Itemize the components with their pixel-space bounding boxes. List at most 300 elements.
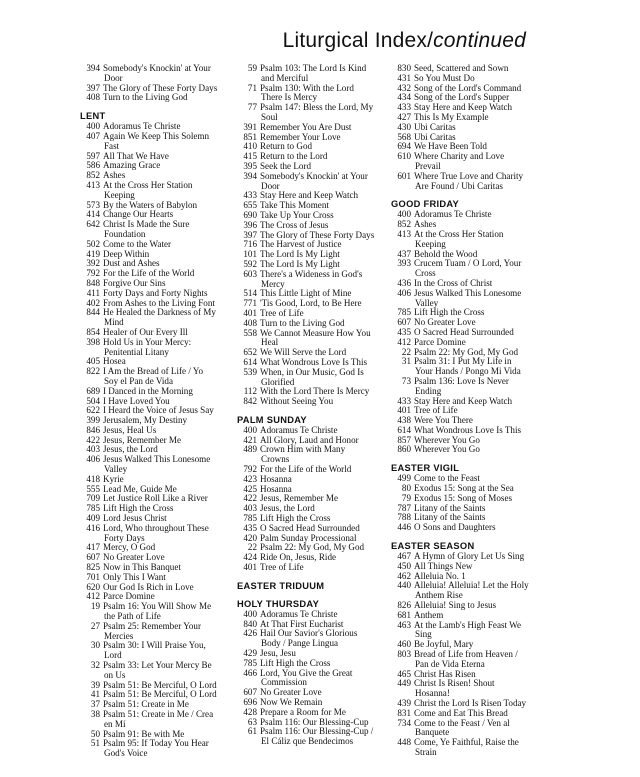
index-entry (80, 543, 242, 553)
index-entry (391, 513, 561, 523)
index-entry (80, 181, 242, 191)
entry-title: O Sacred Head Surrounded (260, 523, 360, 533)
index-entry (80, 622, 242, 632)
entry-title: Adoramus Te Christe (260, 609, 338, 619)
entry-number: 422 (243, 494, 257, 504)
entry-title: Alleluia! Sing to Jesus (414, 601, 497, 611)
entry-title-continuation: and Merciful (261, 73, 309, 83)
entry-number: 681 (397, 610, 411, 620)
entry-title: Return to the Lord (260, 152, 328, 162)
entry-number: 400 (397, 210, 411, 220)
index-entry (237, 659, 397, 669)
entry-number: 32 (90, 661, 100, 671)
entry-number: 395 (243, 161, 257, 171)
index-entry (80, 641, 242, 651)
index-entry (80, 602, 242, 612)
entry-number: 852 (397, 220, 411, 230)
entry-number: 792 (243, 465, 257, 475)
entry-title: A Hymn of Glory Let Us Sing (414, 552, 525, 562)
entry-title: Song of the Lord's Supper (414, 93, 510, 103)
entry-title: Take This Moment (260, 201, 329, 211)
index-entry (391, 670, 561, 680)
entry-title: Psalm 130: With the Lord (260, 83, 354, 93)
entry-title: Healer of Our Every Ill (103, 327, 188, 337)
entry-title: Lord, You Give the Great (260, 668, 353, 678)
section-heading: LENT (80, 111, 106, 122)
entry-number: 425 (243, 484, 257, 494)
index-entry (237, 649, 397, 659)
index-entry (237, 465, 397, 475)
entry-title: Psalm 116: Our Blessing-Cup (260, 717, 369, 727)
entry-title: He Healed the Darkness of My (103, 308, 216, 318)
index-entry (391, 709, 561, 719)
entry-title: For the Life of the World (103, 269, 195, 279)
index-entry (80, 210, 242, 220)
entry-number: 399 (86, 416, 100, 426)
index-entry (80, 730, 242, 740)
entry-title-continuation: Banquete (415, 728, 450, 738)
entry-number: 391 (243, 122, 257, 132)
entry-title: Alleluia! Alleluia! Let the Holy (414, 581, 529, 591)
entry-number: 412 (397, 337, 411, 347)
entry-number: 30 (90, 641, 100, 651)
entry-title: Wherever You Go (414, 445, 480, 455)
entry-number: 51 (90, 739, 100, 749)
entry-number: 27 (90, 621, 100, 631)
entry-title: Exodus 15: Song of Moses (414, 493, 513, 503)
entry-title: Hail Our Savior's Glorious (260, 629, 358, 639)
title-main: Liturgical Index/ (282, 29, 434, 52)
entry-title: Psalm 30: I Will Praise You, (103, 641, 206, 651)
index-entry (237, 260, 397, 270)
index-entry (391, 474, 561, 484)
entry-number: 435 (397, 327, 411, 337)
entry-title-continuation: Anthem Rise (415, 591, 463, 601)
entry-title: At the Cross Her Station (414, 229, 504, 239)
index-entry (237, 475, 397, 485)
entry-number: 408 (243, 318, 257, 328)
entry-title: Ride On, Jesus, Ride (260, 553, 337, 563)
entry-number: 101 (243, 250, 257, 260)
entry-title: Lift High the Cross (103, 504, 174, 514)
index-entry (391, 220, 561, 230)
entry-number: 435 (243, 523, 257, 533)
index-entry (391, 523, 561, 533)
entry-number: 620 (86, 582, 100, 592)
entry-title: Song of the Lord's Command (414, 83, 522, 93)
entry-title: At the Lamb's High Feast We (414, 620, 522, 630)
entry-title: The Glory of These Forty Days (103, 83, 218, 93)
entry-number: 421 (243, 435, 257, 445)
entry-title: The Harvest of Justice (260, 240, 342, 250)
index-entry (237, 270, 397, 280)
entry-title-continuation: Crowns (261, 455, 290, 465)
entry-number: 822 (86, 367, 100, 377)
index-entry (391, 397, 561, 407)
entry-number: 622 (86, 406, 100, 416)
entry-title: So You Must Do (414, 73, 475, 83)
index-entry (391, 601, 561, 611)
entry-title: Psalm 31: I Put My Life in (414, 357, 512, 367)
index-entry (391, 679, 561, 689)
entry-number: 860 (397, 445, 411, 455)
entry-title: Now in This Banquet (103, 563, 181, 573)
entry-number: 77 (247, 103, 257, 113)
entry-number: 462 (397, 571, 411, 581)
entry-title: Psalm 51: Create in Me / Crea (103, 710, 214, 719)
entry-number: 414 (86, 210, 100, 220)
entry-number: 438 (397, 416, 411, 426)
entry-title-continuation: Strain (415, 748, 437, 757)
entry-number: 607 (86, 553, 100, 563)
entry-number: 844 (86, 308, 100, 318)
entry-number: 436 (397, 278, 411, 288)
entry-number: 432 (397, 83, 411, 93)
entry-number: 406 (86, 455, 100, 465)
entry-number: 22 (401, 347, 411, 357)
entry-title: The Cross of Jesus (260, 220, 329, 230)
entry-title-continuation: Forty Days (104, 533, 145, 543)
entry-number: 394 (243, 171, 257, 181)
entry-title: From Ashes to the Living Font (103, 298, 215, 308)
index-entry (237, 103, 397, 113)
index-entry (391, 699, 561, 709)
entry-number: 428 (243, 707, 257, 717)
entry-title: Psalm 33: Let Your Mercy Be (103, 661, 212, 671)
index-entry (237, 504, 397, 514)
entry-title: Mercy, O God (103, 543, 156, 553)
entry-number: 439 (397, 699, 411, 709)
title-continued: continued (433, 29, 526, 52)
index-entry (391, 436, 561, 446)
index-entry (391, 650, 561, 660)
entry-title: Ashes (103, 171, 126, 181)
entry-number: 39 (90, 680, 100, 690)
index-entry (391, 581, 561, 591)
entry-number: 652 (243, 348, 257, 358)
entry-number: 397 (86, 83, 100, 93)
entry-number: 514 (243, 289, 257, 299)
entry-title: Jesus, Remember Me (103, 435, 182, 445)
entry-number: 401 (243, 308, 257, 318)
entry-number: 397 (243, 230, 257, 240)
entry-title: Hosanna (260, 484, 292, 494)
entry-title: The Lord Is My Light (260, 250, 340, 260)
entry-title: At That First Eucharist (260, 619, 344, 629)
index-entry (80, 563, 242, 573)
entry-title: Psalm 136: Love Is Never (414, 376, 509, 386)
index-entry (391, 328, 561, 338)
entry-number: 416 (86, 523, 100, 533)
entry-title: All Glory, Laud and Honor (260, 435, 359, 445)
entry-title-continuation: on Us (104, 670, 126, 680)
index-entry (391, 611, 561, 621)
entry-number: 440 (397, 581, 411, 591)
entry-title: Litany of the Saints (414, 513, 486, 523)
index-entry (391, 152, 561, 162)
entry-title: Now We Remain (260, 698, 323, 708)
entry-number: 398 (86, 337, 100, 347)
entry-number: 803 (397, 650, 411, 660)
entry-number: 854 (86, 327, 100, 337)
entry-title: Psalm 103: The Lord Is Kind (260, 64, 367, 73)
entry-number: 408 (86, 93, 100, 103)
index-entry (391, 93, 561, 103)
entry-number: 402 (86, 298, 100, 308)
entry-title: Without Seeing You (260, 397, 334, 407)
entry-title: Somebody's Knockin' at Your (103, 64, 211, 73)
index-entry (80, 328, 242, 338)
entry-title: Where Charity and Love (414, 152, 505, 162)
entry-title: What Wondrous Love Is This (414, 425, 522, 435)
index-entry (80, 592, 242, 602)
entry-title-continuation: God's Voice (104, 749, 148, 759)
index-entry (80, 201, 242, 211)
entry-title: 'Tis Good, Lord, to Be Here (260, 299, 362, 309)
index-entry (237, 727, 397, 737)
entry-number: 433 (397, 396, 411, 406)
entry-title: Jesus Walked This Lonesome (103, 455, 211, 465)
entry-number: 31 (401, 357, 411, 367)
entry-title-continuation: Keeping (415, 239, 446, 249)
entry-title: Alleluia No. 1 (414, 571, 466, 581)
index-entry (391, 113, 561, 123)
entry-number: 592 (243, 259, 257, 269)
entry-number: 427 (397, 112, 411, 122)
index-entry (80, 739, 242, 749)
entry-title: Exodus 15: Song at the Sea (414, 484, 514, 494)
entry-number: 394 (86, 64, 100, 73)
entry-number: 50 (90, 729, 100, 739)
index-entry (391, 338, 561, 348)
entry-number: 502 (86, 239, 100, 249)
entry-number: 434 (397, 93, 411, 103)
index-entry (237, 718, 397, 728)
index-entry (237, 84, 397, 94)
index-entry (80, 367, 242, 377)
index-entry (391, 738, 561, 748)
entry-number: 71 (247, 83, 257, 93)
index-entry (80, 406, 242, 416)
entry-number: 607 (397, 318, 411, 328)
entry-number: 37 (90, 700, 100, 710)
entry-title: By the Waters of Babylon (103, 200, 198, 210)
entry-title: Crucem Tuam / O Lord, Your (414, 259, 522, 269)
entry-title-continuation: Body / Pange Lingua (261, 639, 339, 649)
index-entry (237, 162, 397, 172)
entry-title-continuation: Hosanna! (415, 689, 450, 699)
index-entry (80, 710, 242, 720)
entry-title: Psalm 51: Be Merciful, O Lord (103, 680, 217, 690)
entry-number: 785 (243, 658, 257, 668)
section-heading: HOLY THURSDAY (237, 598, 320, 609)
entry-number: 446 (397, 523, 411, 533)
index-entry (237, 494, 397, 504)
index-entry (391, 484, 561, 494)
entry-number: 38 (90, 710, 100, 719)
entry-number: 411 (86, 288, 100, 298)
entry-title: Wherever You Go (414, 435, 480, 445)
entry-title: Lord, Who throughout These (103, 523, 209, 533)
entry-number: 420 (243, 533, 257, 543)
entry-number: 112 (243, 387, 257, 397)
entry-title: Tree of Life (414, 406, 458, 416)
index-entry (237, 329, 397, 339)
index-entry (80, 485, 242, 495)
entry-number: 846 (86, 425, 100, 435)
entry-number: 655 (243, 201, 257, 211)
entry-title: No Greater Love (414, 318, 476, 328)
entry-title: Be Joyful, Mary (414, 640, 474, 650)
entry-number: 417 (86, 543, 100, 553)
entry-title: Adoramus Te Christe (103, 122, 181, 132)
index-entry (80, 494, 242, 504)
entry-title: Let Justice Roll Like a River (103, 494, 208, 504)
index-entry (391, 250, 561, 260)
index-entry (237, 436, 397, 446)
entry-title: Take Up Your Cross (260, 210, 334, 220)
entry-title-continuation: Sing (415, 630, 432, 640)
entry-title: Tree of Life (260, 308, 304, 318)
entry-title: Come to the Feast / Ven al (414, 718, 510, 728)
index-entry (237, 426, 397, 436)
entry-title: When, in Our Music, God Is (260, 367, 364, 377)
index-entry (237, 698, 397, 708)
index-entry (237, 309, 397, 319)
index-entry (391, 84, 561, 94)
entry-title: Again We Keep This Solemn (103, 131, 210, 141)
entry-title: O Sons and Daughters (414, 523, 496, 533)
entry-title: The Glory of These Forty Days (260, 230, 375, 240)
entry-number: 415 (243, 152, 257, 162)
entry-title-continuation: Soul (261, 112, 278, 122)
index-entry (391, 640, 561, 650)
entry-title: Anthem (414, 610, 444, 620)
entry-title: Jesus Walked This Lonesome (414, 288, 522, 298)
index-entry (80, 299, 242, 309)
entry-number: 785 (397, 308, 411, 318)
index-entry (237, 553, 397, 563)
entry-title: The Lord Is My Light (260, 259, 340, 269)
entry-title-continuation: Mercy (261, 279, 285, 289)
index-entry (80, 416, 242, 426)
index-entry (391, 504, 561, 514)
index-entry (80, 152, 242, 162)
entry-title-continuation: Your Hands / Pongo Mi Vida (415, 367, 521, 377)
section-heading: EASTER VIGIL (391, 463, 460, 474)
entry-number: 785 (86, 504, 100, 514)
entry-title-continuation: Glorified (261, 377, 295, 387)
index-entry (80, 690, 242, 700)
entry-number: 573 (86, 200, 100, 210)
entry-title-continuation: the Path of Life (104, 612, 161, 622)
index-entry (80, 681, 242, 691)
entry-title: Adoramus Te Christe (260, 425, 338, 435)
entry-title: We Will Serve the Lord (260, 348, 347, 358)
entry-number: 63 (247, 717, 257, 727)
entry-title: Hold Us in Your Mercy: (103, 337, 192, 347)
index-entry (80, 269, 242, 279)
entry-number: 597 (86, 151, 100, 161)
index-entry (80, 436, 242, 446)
entry-title: Amazing Grace (103, 161, 161, 171)
entry-title-continuation: Ending (415, 386, 442, 396)
index-entry (80, 308, 242, 318)
entry-number: 831 (397, 708, 411, 718)
index-entry (237, 397, 397, 407)
entry-number: 555 (86, 484, 100, 494)
index-entry (237, 610, 397, 620)
index-entry (237, 708, 397, 718)
entry-title-continuation: Keeping (104, 190, 135, 200)
entry-title: Forgive Our Sins (103, 278, 166, 288)
entry-title-continuation: Penitential Litany (104, 347, 169, 357)
index-entry (237, 534, 397, 544)
index-entry (237, 514, 397, 524)
entry-number: 830 (397, 64, 411, 73)
entry-number: 848 (86, 278, 100, 288)
index-entry (237, 524, 397, 534)
index-entry (237, 240, 397, 250)
section-heading: GOOD FRIDAY (391, 199, 460, 210)
index-entry (391, 377, 561, 387)
entry-title-continuation: Are Found / Ubi Caritas (415, 181, 503, 191)
entry-title-continuation: Fast (104, 141, 120, 151)
entry-number: 400 (243, 425, 257, 435)
entry-number: 504 (86, 396, 100, 406)
entry-title: I Am the Bread of Life / Yo (103, 367, 204, 377)
index-entry (391, 74, 561, 84)
entry-title-continuation: Pan de Vida Eterna (415, 659, 485, 669)
index-entry (80, 357, 242, 367)
entry-number: 467 (397, 552, 411, 562)
index-entry (80, 93, 242, 103)
entry-number: 19 (90, 602, 100, 612)
entry-title: Return to God (260, 142, 313, 152)
entry-number: 401 (243, 563, 257, 573)
index-entry (80, 289, 242, 299)
entry-number: 840 (243, 619, 257, 629)
entry-title: Lord Jesus Christ (103, 514, 167, 524)
entry-title: Hosea (103, 357, 126, 367)
entry-title-continuation: Foundation (104, 229, 146, 239)
index-entry (80, 445, 242, 455)
entry-title: Psalm 51: Be Merciful, O Lord (103, 690, 217, 700)
index-entry (80, 475, 242, 485)
entry-number: 392 (86, 259, 100, 269)
index-entry (237, 620, 397, 630)
entry-number: 601 (397, 171, 411, 181)
index-entry (391, 406, 561, 416)
entry-title-continuation: Mercies (104, 631, 134, 641)
entry-number: 463 (397, 620, 411, 630)
entry-number: 449 (397, 679, 411, 689)
index-entry (237, 669, 397, 679)
entry-title: I Danced in the Morning (103, 386, 193, 396)
entry-number: 400 (243, 609, 257, 619)
entry-title: Hosanna (260, 474, 292, 484)
entry-number: 825 (86, 563, 100, 573)
entry-title-continuation: Prevail (415, 161, 441, 171)
index-entry (80, 700, 242, 710)
index-entry (237, 152, 397, 162)
entry-title: Psalm 91: Be with Me (103, 729, 185, 739)
index-entry (391, 348, 561, 358)
index-entry (391, 103, 561, 113)
entry-number: 430 (397, 122, 411, 132)
entry-title: Come to the Water (103, 239, 172, 249)
entry-title: Prepare a Room for Me (260, 707, 346, 717)
